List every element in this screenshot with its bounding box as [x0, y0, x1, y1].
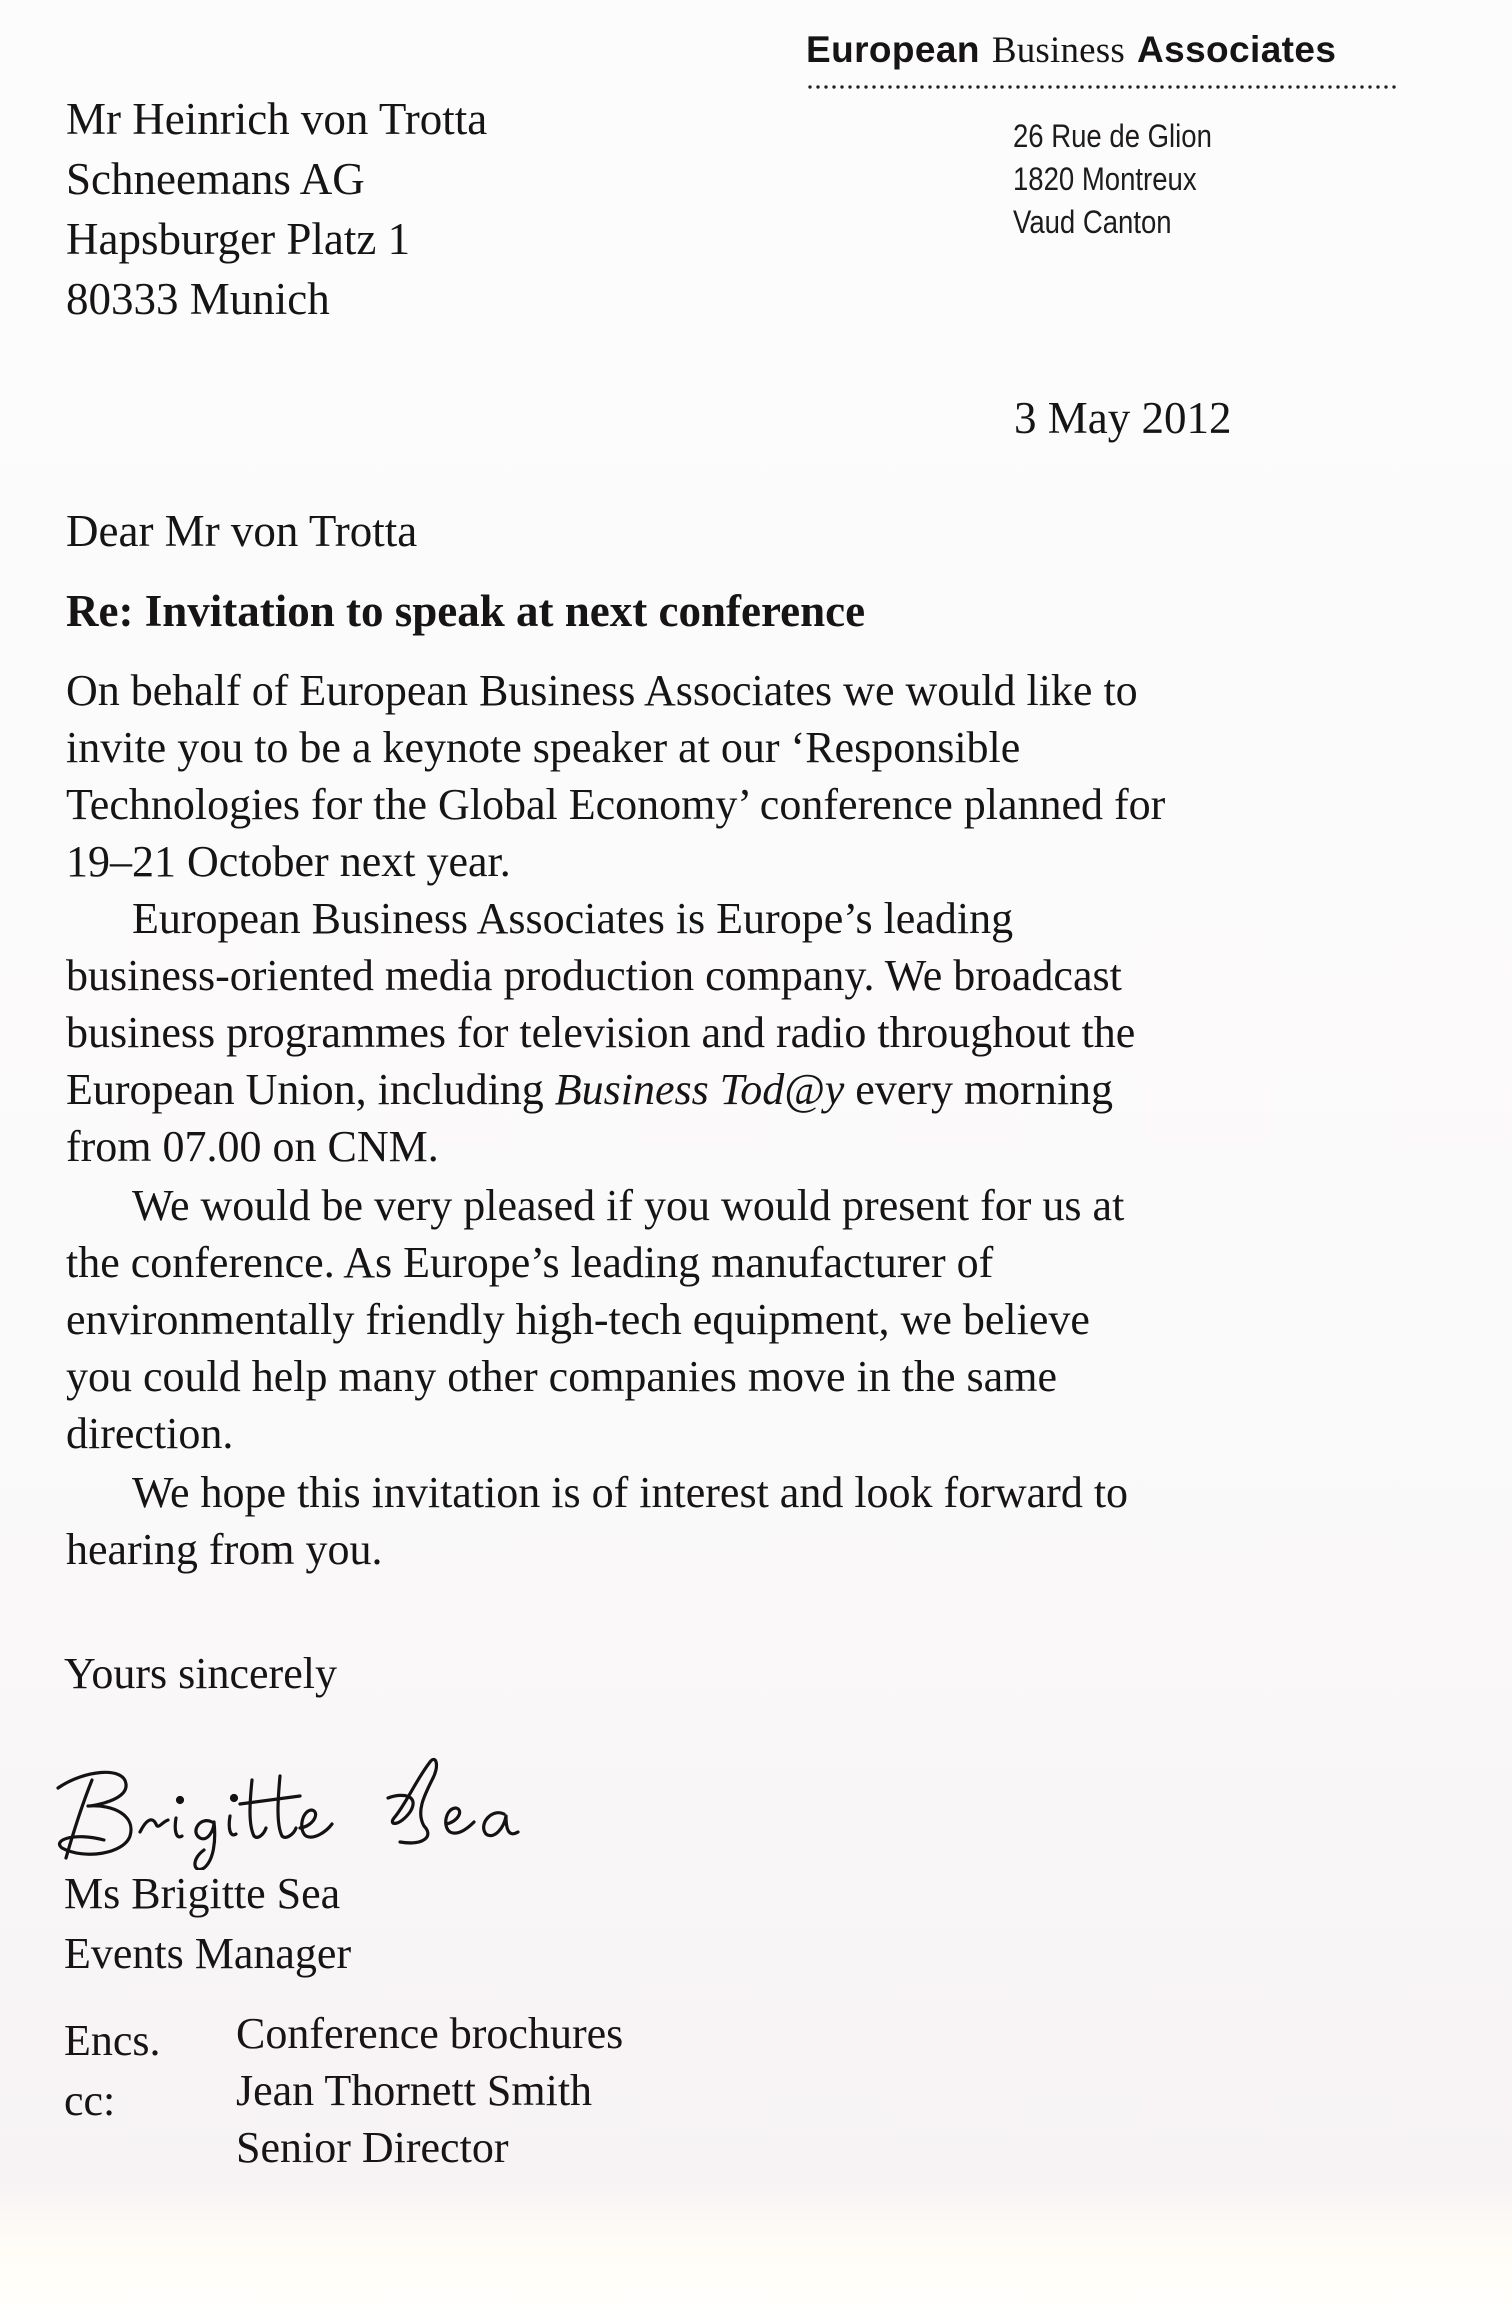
recipient-name: Mr Heinrich von Trotta — [66, 94, 488, 144]
body-line: from 07.00 on CNM. — [66, 1122, 439, 1171]
recipient-street: Hapsburger Platz 1 — [66, 214, 411, 264]
programme-title: Business Tod@y — [554, 1065, 845, 1114]
letterhead-word-3: Associates — [1136, 29, 1337, 70]
body-line: We would be very pleased if you would present for us at — [132, 1181, 1125, 1230]
body-line: hearing from you. — [66, 1525, 383, 1574]
recipient-company: Schneemans AG — [66, 154, 365, 204]
body-line: the conference. As Europe’s leading manufacturer of — [66, 1238, 994, 1287]
cc-name: Jean Thornett Smith — [236, 2066, 593, 2115]
body-text: European Union, including — [66, 1065, 555, 1114]
letterhead-word-1: European — [806, 29, 980, 70]
body-line — [66, 1064, 1113, 1115]
sender-address-line-1: 26 Rue de Glion — [1013, 118, 1212, 154]
body-line: We hope this invitation is of interest and look forward to — [132, 1468, 1129, 1517]
salutation: Dear Mr von Trotta — [66, 506, 418, 556]
body-line: environmentally friendly high-tech equipment, we believe — [66, 1295, 1090, 1344]
cc-title: Senior Director — [236, 2123, 509, 2172]
body-line: direction. — [66, 1409, 234, 1458]
handwritten-signature — [44, 1740, 644, 1870]
body-text: every morning — [844, 1065, 1114, 1114]
recipient-city: 80333 Munich — [66, 274, 330, 324]
enclosures-label: Encs. — [64, 2016, 161, 2065]
letterhead-word-2: Business — [991, 30, 1125, 71]
body-line: business programmes for television and radio throughout the — [66, 1008, 1136, 1057]
sender-title: Events Manager — [64, 1929, 352, 1978]
enclosures-value: Conference brochures — [236, 2009, 624, 2058]
sender-name: Ms Brigitte Sea — [64, 1869, 341, 1918]
body-line: On behalf of European Business Associates we would like to — [66, 666, 1138, 715]
body-line: Technologies for the Global Economy’ conference planned for — [66, 780, 1166, 829]
body-line: European Business Associates is Europe’s leading — [132, 894, 1014, 943]
company-letterhead — [806, 28, 1336, 72]
body-line: invite you to be a keynote speaker at our ‘Responsible — [66, 723, 1021, 772]
body-line: you could help many other companies move in the same — [66, 1352, 1057, 1401]
body-line: 19–21 October next year. — [66, 837, 511, 886]
sender-address-line-3: Vaud Canton — [1013, 204, 1172, 240]
body-line: business-oriented media production company. We broadcast — [66, 951, 1122, 1000]
complimentary-close: Yours sincerely — [64, 1649, 337, 1698]
letter-date: 3 May 2012 — [1014, 393, 1232, 443]
letterhead-dotted-rule — [806, 84, 1400, 90]
cc-label: cc: — [64, 2076, 116, 2125]
subject-line: Re: Invitation to speak at next conference — [66, 586, 866, 636]
sender-address-line-2: 1820 Montreux — [1013, 161, 1197, 197]
